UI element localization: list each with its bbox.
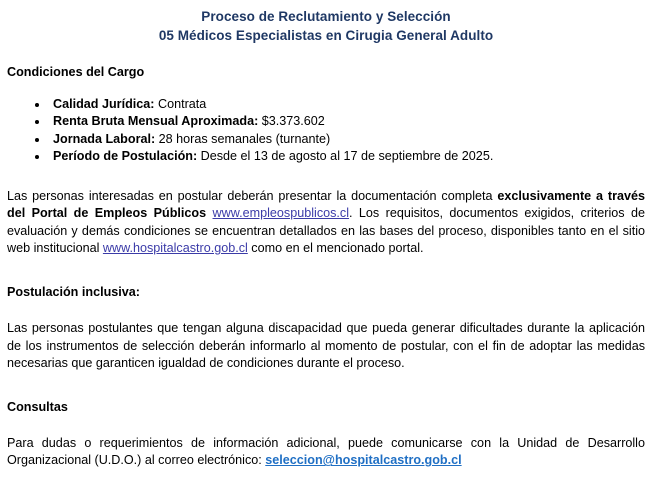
condition-value: Contrata	[154, 97, 207, 111]
heading-consultas: Consultas	[7, 399, 68, 414]
paragraph-consultas	[7, 435, 645, 470]
portal-bold-1: exclusivamente a través del Portal de Empleos Públicos	[7, 188, 645, 221]
title-line-2: 05 Médicos Especialistas en Cirugia General Adulto	[158, 28, 494, 43]
paragraph-inclusive: Las personas postulantes que tengan alguna discapacidad que pueda generar dificultades durante la aplicación de los instrumentos de selección deberán informarlo al momento de postular, con el fin de adoptar las medidas necesarias que garanticen igualdad de condiciones durante el proceso.	[7, 321, 645, 371]
condition-label: Renta Bruta Mensual Aproximada:	[53, 114, 259, 129]
portal-text-2: . Los requisitos, documentos exigidos, criterios de evaluación y demás condiciones se encuentran detallados en las bases del proceso, disponibles tanto en el sitio web institucional	[7, 206, 645, 256]
link-email-seleccion[interactable]: seleccion@hospitalcastro.gob.cl	[265, 453, 462, 468]
link-hospitalcastro[interactable]: www.hospitalcastro.gob.cl	[102, 241, 248, 256]
list-item	[7, 96, 645, 113]
document-title	[7, 0, 645, 45]
heading-inclusive: Postulación inclusiva:	[7, 285, 140, 299]
bullet-icon	[35, 138, 39, 142]
condition-label: Calidad Jurídica:	[53, 97, 155, 111]
bullet-icon	[35, 120, 39, 124]
list-item	[7, 113, 645, 130]
bullet-icon	[35, 155, 39, 159]
paragraph-portal	[7, 188, 645, 258]
condition-label: Período de Postulación:	[53, 149, 198, 164]
consultas-text-1: Para dudas o requerimientos de información adicional, puede comunicarse con la Unidad de Desarrollo Organizacional (U.D.O.) al correo electrónico:	[7, 435, 645, 468]
heading-conditions: Condiciones del Cargo	[7, 65, 145, 79]
list-item	[7, 131, 645, 148]
condition-value: 28 horas semanales (turnante)	[155, 131, 331, 146]
conditions-list	[7, 96, 645, 166]
condition-label: Jornada Laboral:	[53, 131, 156, 146]
link-empleospublicos[interactable]: www.empleospublicos.cl	[212, 206, 350, 221]
condition-value: $3.373.602	[258, 114, 325, 129]
bullet-icon	[35, 103, 39, 107]
portal-text-1: Las personas interesadas en postular deberán presentar la documentación completa	[7, 188, 498, 203]
list-item	[7, 148, 645, 165]
portal-text-3: como en el mencionado portal.	[247, 241, 424, 256]
title-line-1: Proceso de Reclutamiento y Selección	[201, 9, 451, 24]
condition-value: Desde el 13 de agosto al 17 de septiembre de 2025.	[197, 149, 494, 164]
